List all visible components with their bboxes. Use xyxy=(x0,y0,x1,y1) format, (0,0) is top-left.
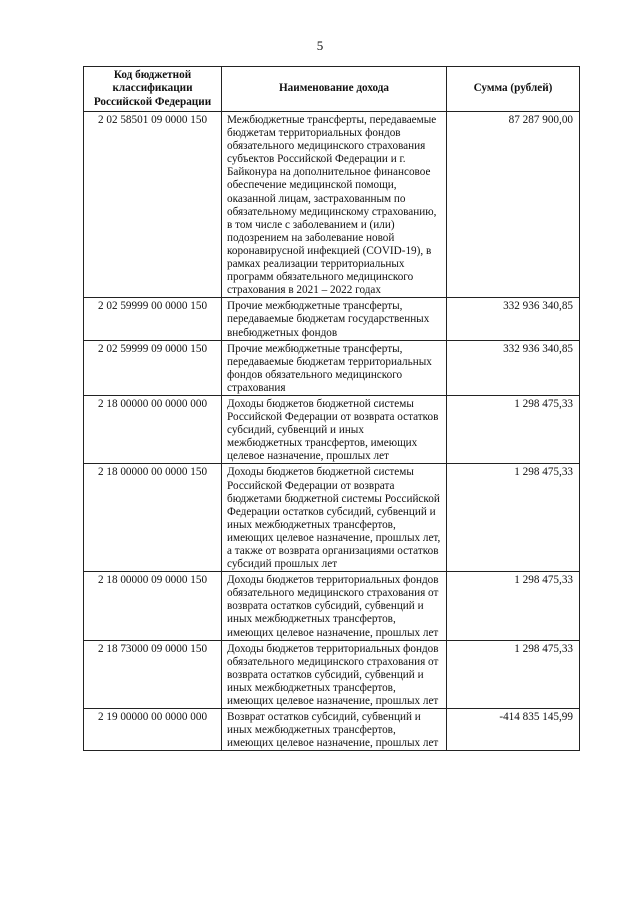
row-name: Прочие межбюджетные трансферты, передаваемые бюджетам государственных внебюджетных фондов xyxy=(222,298,447,340)
row-name: Доходы бюджетов бюджетной системы Российской Федерации от возврата бюджетами бюджетной системы Российской Федерации остатков субсидий, субвенций и иных межбюджетных трансфертов, имеющих целевое назначение, прошлых лет, а также от возврата организациями остатков субсидий прошлых лет xyxy=(222,464,447,572)
row-name: Доходы бюджетов территориальных фондов обязательного медицинского страхования от возврата остатков субсидий, субвенций и иных межбюджетных трансфертов, имеющих целевое назначение, прошлых лет xyxy=(222,572,447,640)
header-code: Код бюджетной классификации Российской Федерации xyxy=(84,67,222,112)
row-code: 2 02 58501 09 0000 150 xyxy=(84,112,222,298)
table-row xyxy=(84,709,580,751)
row-sum: 332 936 340,85 xyxy=(447,340,580,395)
table-row xyxy=(84,572,580,640)
table-row xyxy=(84,298,580,340)
row-sum: 1 298 475,33 xyxy=(447,640,580,708)
row-sum: 87 287 900,00 xyxy=(447,112,580,298)
row-name: Межбюджетные трансферты, передаваемые бюджетам территориальных фондов обязательного медицинского страхования субъектов Российской Федерации и г. Байконура на дополнительное финансовое обеспечение медицинской помощи, оказанной лицам, застрахованным по обязательному медицинскому страхованию, в том числе с заболеванием и (или) подозрением на заболевание новой коронавирусной инфекцией (COVID-19), в рамках реализации территориальных программ обязательного медицинского страхования в 2021 – 2022 годах xyxy=(222,112,447,298)
row-code: 2 18 00000 09 0000 150 xyxy=(84,572,222,640)
row-sum: 1 298 475,33 xyxy=(447,464,580,572)
table-row xyxy=(84,340,580,395)
row-name: Доходы бюджетов территориальных фондов обязательного медицинского страхования от возврата остатков субсидий, субвенций и иных межбюджетных трансфертов, имеющих целевое назначение, прошлых лет xyxy=(222,640,447,708)
row-code: 2 18 73000 09 0000 150 xyxy=(84,640,222,708)
page-number: 5 xyxy=(316,38,324,53)
table-row xyxy=(84,464,580,572)
row-code: 2 02 59999 09 0000 150 xyxy=(84,340,222,395)
row-code: 2 18 00000 00 0000 000 xyxy=(84,395,222,463)
row-name: Доходы бюджетов бюджетной системы Российской Федерации от возврата остатков субсидий, субвенций и иных межбюджетных трансфертов, имеющих целевое назначение, прошлых лет xyxy=(222,395,447,463)
header-name: Наименование дохода xyxy=(222,67,447,112)
row-sum: 332 936 340,85 xyxy=(447,298,580,340)
row-name: Прочие межбюджетные трансферты, передаваемые бюджетам территориальных фондов обязательного медицинского страхования xyxy=(222,340,447,395)
table-row xyxy=(84,640,580,708)
row-sum: 1 298 475,33 xyxy=(447,395,580,463)
row-code: 2 18 00000 00 0000 150 xyxy=(84,464,222,572)
table-header-row xyxy=(84,67,580,112)
header-sum: Сумма (рублей) xyxy=(447,67,580,112)
row-name: Возврат остатков субсидий, субвенций и иных межбюджетных трансфертов, имеющих целевое назначение, прошлых лет xyxy=(222,709,447,751)
table-row xyxy=(84,112,580,298)
row-code: 2 19 00000 00 0000 000 xyxy=(84,709,222,751)
table-row xyxy=(84,395,580,463)
row-sum: -414 835 145,99 xyxy=(447,709,580,751)
income-table xyxy=(83,66,580,751)
row-sum: 1 298 475,33 xyxy=(447,572,580,640)
row-code: 2 02 59999 00 0000 150 xyxy=(84,298,222,340)
